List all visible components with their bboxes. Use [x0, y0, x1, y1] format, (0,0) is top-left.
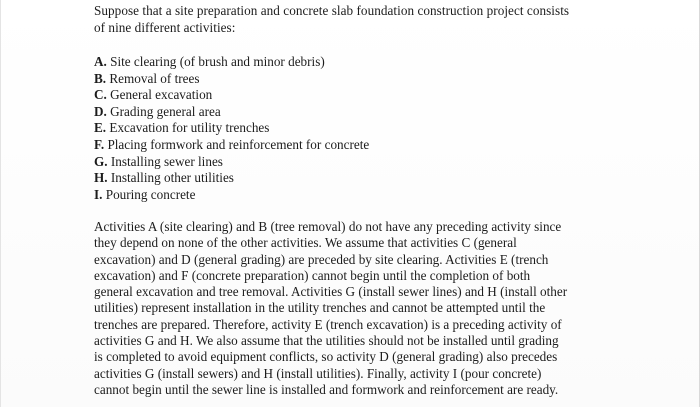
activity-item-e: [94, 120, 369, 137]
paragraph-line: trenches are prepared. Therefore, activity E (trench excavation) is a preceding activity of: [94, 316, 562, 332]
activity-letter: B.: [94, 70, 107, 86]
paragraph-line: is completed to avoid equipment conflicts, so activity D (general grading) also precedes: [94, 349, 558, 365]
activity-description: Installing sewer lines: [107, 153, 223, 169]
activity-letter: F.: [94, 136, 105, 152]
activity-item-f: [94, 137, 369, 154]
activity-item-a: [94, 54, 369, 71]
activity-item-h: [94, 170, 369, 187]
activity-item-d: [94, 104, 369, 121]
paragraph-line: cannot begin until the sewer line is installed and formwork and reinforcement are ready.: [94, 381, 559, 397]
activity-item-b: [94, 71, 369, 88]
precedence-paragraph: [94, 219, 567, 398]
paragraph-line: Activities A (site clearing) and B (tree removal) do not have any preceding activity since: [94, 219, 562, 234]
activity-description: Installing other utilities: [107, 170, 234, 186]
activity-letter: I.: [94, 186, 103, 202]
activity-letter: A.: [94, 54, 107, 69]
paragraph-line: utilities) represent installation in the utility trenches and cannot be attempted until the: [94, 300, 546, 316]
intro-line: of nine different activities:: [94, 19, 236, 35]
activity-letter: D.: [94, 103, 107, 119]
activity-letter: E.: [94, 120, 107, 136]
paragraph-line: excavation) and D (general grading) are preceded by site clearing. Activities E (trench: [94, 251, 549, 267]
activity-letter: H.: [94, 170, 108, 186]
activity-description: Removal of trees: [106, 70, 200, 86]
activity-description: Site clearing (of brush and minor debris): [106, 54, 325, 69]
activity-description: Grading general area: [106, 103, 221, 119]
activity-description: Placing formwork and reinforcement for concrete: [104, 136, 370, 152]
paragraph-line: activities G (install sewers) and H (install utilities). Finally, activity I (pour concrete): [94, 365, 542, 381]
intro-line: Suppose that a site preparation and concrete slab foundation construction project consists: [94, 3, 570, 18]
activity-description: Excavation for utility trenches: [106, 120, 270, 136]
activity-item-i: [94, 187, 369, 204]
activity-letter: G.: [94, 153, 108, 169]
activity-description: General excavation: [106, 87, 213, 103]
paragraph-line: they depend on none of the other activities. We assume that activities C (general: [94, 235, 517, 251]
paragraph-line: excavation) and F (concrete preparation) cannot begin until the completion of both: [94, 267, 531, 283]
activity-description: Pouring concrete: [102, 186, 196, 202]
activity-item-c: [94, 87, 369, 104]
paragraph-line: activities G and H. We also assume that the utilities should not be installed until grading: [94, 333, 559, 349]
activity-list: [94, 54, 369, 203]
activity-letter: C.: [94, 87, 107, 103]
paragraph-line: general excavation and tree removal. Activities G (install sewer lines) and H (install other: [94, 284, 568, 300]
intro-paragraph: [94, 3, 654, 36]
activity-item-g: [94, 154, 369, 171]
